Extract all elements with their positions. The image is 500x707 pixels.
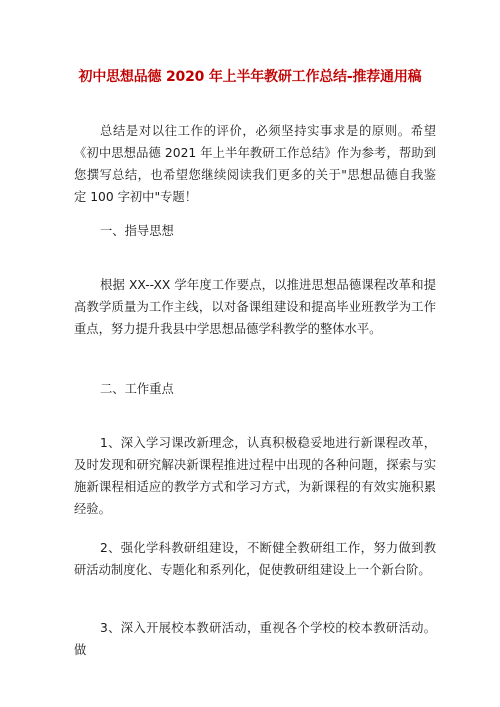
work-focus-item-2: 2、强化学科教研组建设，不断健全教研组工作，努力做到教研活动制度化、专题化和系列化，促使教研组建设上一个新台阶。 <box>74 541 436 577</box>
guiding-ideology-paragraph: 根据 XX--XX 学年度工作要点，以推进思想品德课程改革和提高教学质量为工作主线，以对备课组建设和提高毕业班教学为工作重点，努力提升我县中学思想品德学科教学的整体水平。 <box>74 278 436 336</box>
work-focus-item-1: 1、深入学习课改新理念，认真积极稳妥地进行新课程改革，及时发现和研究解决新课程推进过程中出现的各种问题，探索与实施新课程相适应的教学方式和学习方式，为新课程的有效实施积累经验。 <box>74 436 436 516</box>
document-title: 初中思想品德 2020 年上半年教研工作总结-推荐通用稿 <box>78 69 422 85</box>
section-heading-guiding-ideology: 一、指导思想 <box>100 224 174 238</box>
section-heading-work-focus: 二、工作重点 <box>100 382 174 396</box>
intro-paragraph: 总结是对以往工作的评价，必须坚持实事求是的原则。希望《初中思想品德 2021 年上半年教研工作总结》作为参考，帮助到您撰写总结，也希望您继续阅读我们更多的关于"思想品德自我鉴定 100 字初中"专题！ <box>74 124 436 204</box>
work-focus-item-3: 3、深入开展校本教研活动，重视各个学校的校本教研活动。做 <box>74 621 436 657</box>
